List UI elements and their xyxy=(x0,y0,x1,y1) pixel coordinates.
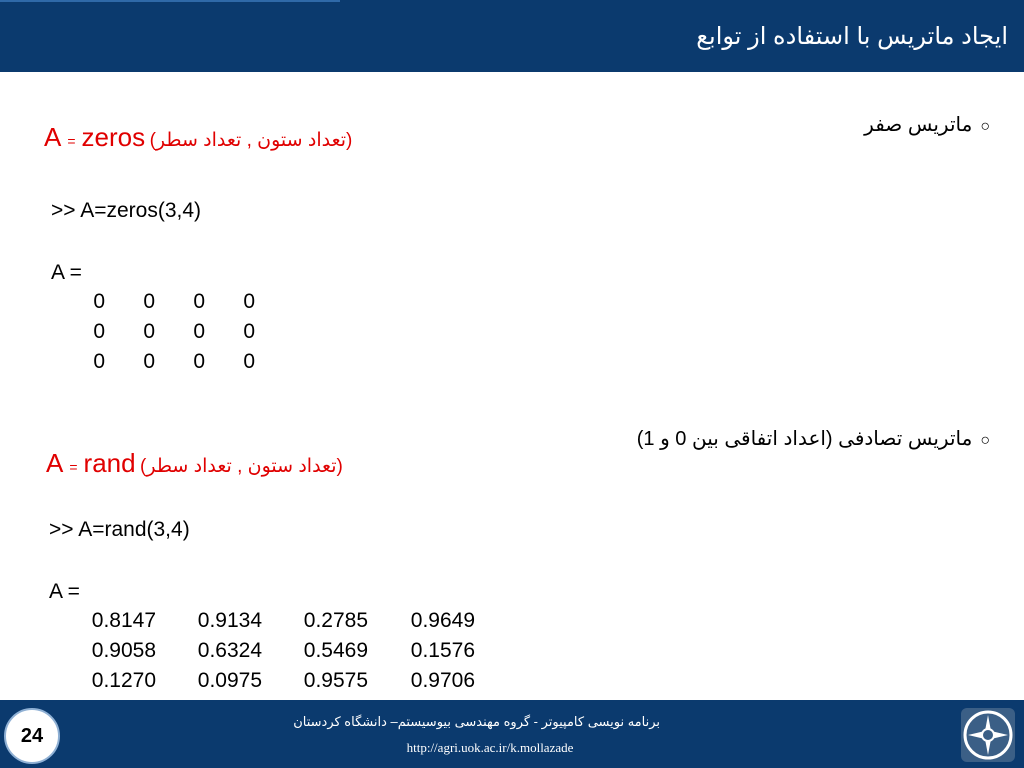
formula-rand-var: A xyxy=(46,448,64,478)
matrix-cell: 0.9706 xyxy=(410,669,475,692)
matrix-cell: 0 xyxy=(243,350,255,373)
header-accent-line xyxy=(0,0,340,2)
circle-bullet-icon: ○ xyxy=(980,432,990,449)
page-number-badge: 24 xyxy=(4,708,60,764)
command-rand: >> A=rand(3,4) xyxy=(49,518,190,541)
matrix-cell: 0 xyxy=(93,290,105,313)
matrix-zeros xyxy=(80,287,255,377)
slide-header xyxy=(0,0,1024,72)
matrix-row xyxy=(80,347,255,377)
matrix-cell: 0.9134 xyxy=(197,609,262,632)
matrix-row xyxy=(80,317,255,347)
formula-rand xyxy=(46,448,343,479)
bullet-zeros-matrix xyxy=(864,112,990,137)
footer-course-text: برنامه نویسی کامپیوتر - گروه مهندسی بیوسیستم– دانشگاه کردستان xyxy=(293,714,660,729)
bullet-rand-matrix xyxy=(637,426,990,451)
matrix-cell: 0.1270 xyxy=(91,669,156,692)
matrix-cell: 0 xyxy=(143,290,155,313)
formula-rand-args: (تعداد ستون , تعداد سطر) xyxy=(140,456,343,477)
matrix-row xyxy=(72,636,475,666)
slide-footer xyxy=(0,700,1024,768)
matrix-row xyxy=(72,606,475,636)
university-logo-icon xyxy=(960,707,1016,763)
matrix-cell: 0 xyxy=(93,350,105,373)
matrix-cell: 0.8147 xyxy=(91,609,156,632)
formula-rand-eq: = xyxy=(69,459,78,475)
matrix-cell: 0 xyxy=(193,290,205,313)
matrix-cell: 0.9058 xyxy=(91,639,156,662)
matrix-cell: 0 xyxy=(193,350,205,373)
matrix-cell: 0 xyxy=(93,320,105,343)
formula-zeros-eq: = xyxy=(67,133,76,149)
matrix-cell: 0 xyxy=(243,290,255,313)
matrix-rand xyxy=(72,606,475,696)
matrix-cell: 0.1576 xyxy=(410,639,475,662)
result-label-rand: A = xyxy=(49,580,80,603)
formula-zeros-func: zeros xyxy=(81,122,146,152)
matrix-cell: 0 xyxy=(143,350,155,373)
slide-title: ایجاد ماتریس با استفاده از توابع xyxy=(696,23,1008,50)
matrix-cell: 0 xyxy=(143,320,155,343)
circle-bullet-icon: ○ xyxy=(980,118,990,135)
formula-rand-func: rand xyxy=(83,448,136,478)
matrix-cell: 0.0975 xyxy=(197,669,262,692)
footer-url-link[interactable]: http://agri.uok.ac.ir/k.mollazade xyxy=(406,740,574,755)
result-label-zeros: A = xyxy=(51,261,82,284)
matrix-row xyxy=(72,666,475,696)
matrix-row xyxy=(80,287,255,317)
formula-zeros-args: (تعداد ستون , تعداد سطر) xyxy=(149,130,353,151)
formula-zeros xyxy=(44,122,352,153)
matrix-cell: 0.2785 xyxy=(303,609,368,632)
bullet-zeros-text: ماتریس صفر xyxy=(864,114,973,136)
formula-zeros-var: A xyxy=(44,122,62,152)
matrix-cell: 0.9649 xyxy=(410,609,475,632)
bullet-rand-text: ماتریس تصادفی (اعداد اتفاقی بین 0 و 1) xyxy=(636,428,973,450)
matrix-cell: 0 xyxy=(193,320,205,343)
matrix-cell: 0.6324 xyxy=(197,639,262,662)
command-zeros: >> A=zeros(3,4) xyxy=(51,199,202,222)
matrix-cell: 0 xyxy=(243,320,255,343)
matrix-cell: 0.9575 xyxy=(303,669,368,692)
matrix-cell: 0.5469 xyxy=(303,639,368,662)
